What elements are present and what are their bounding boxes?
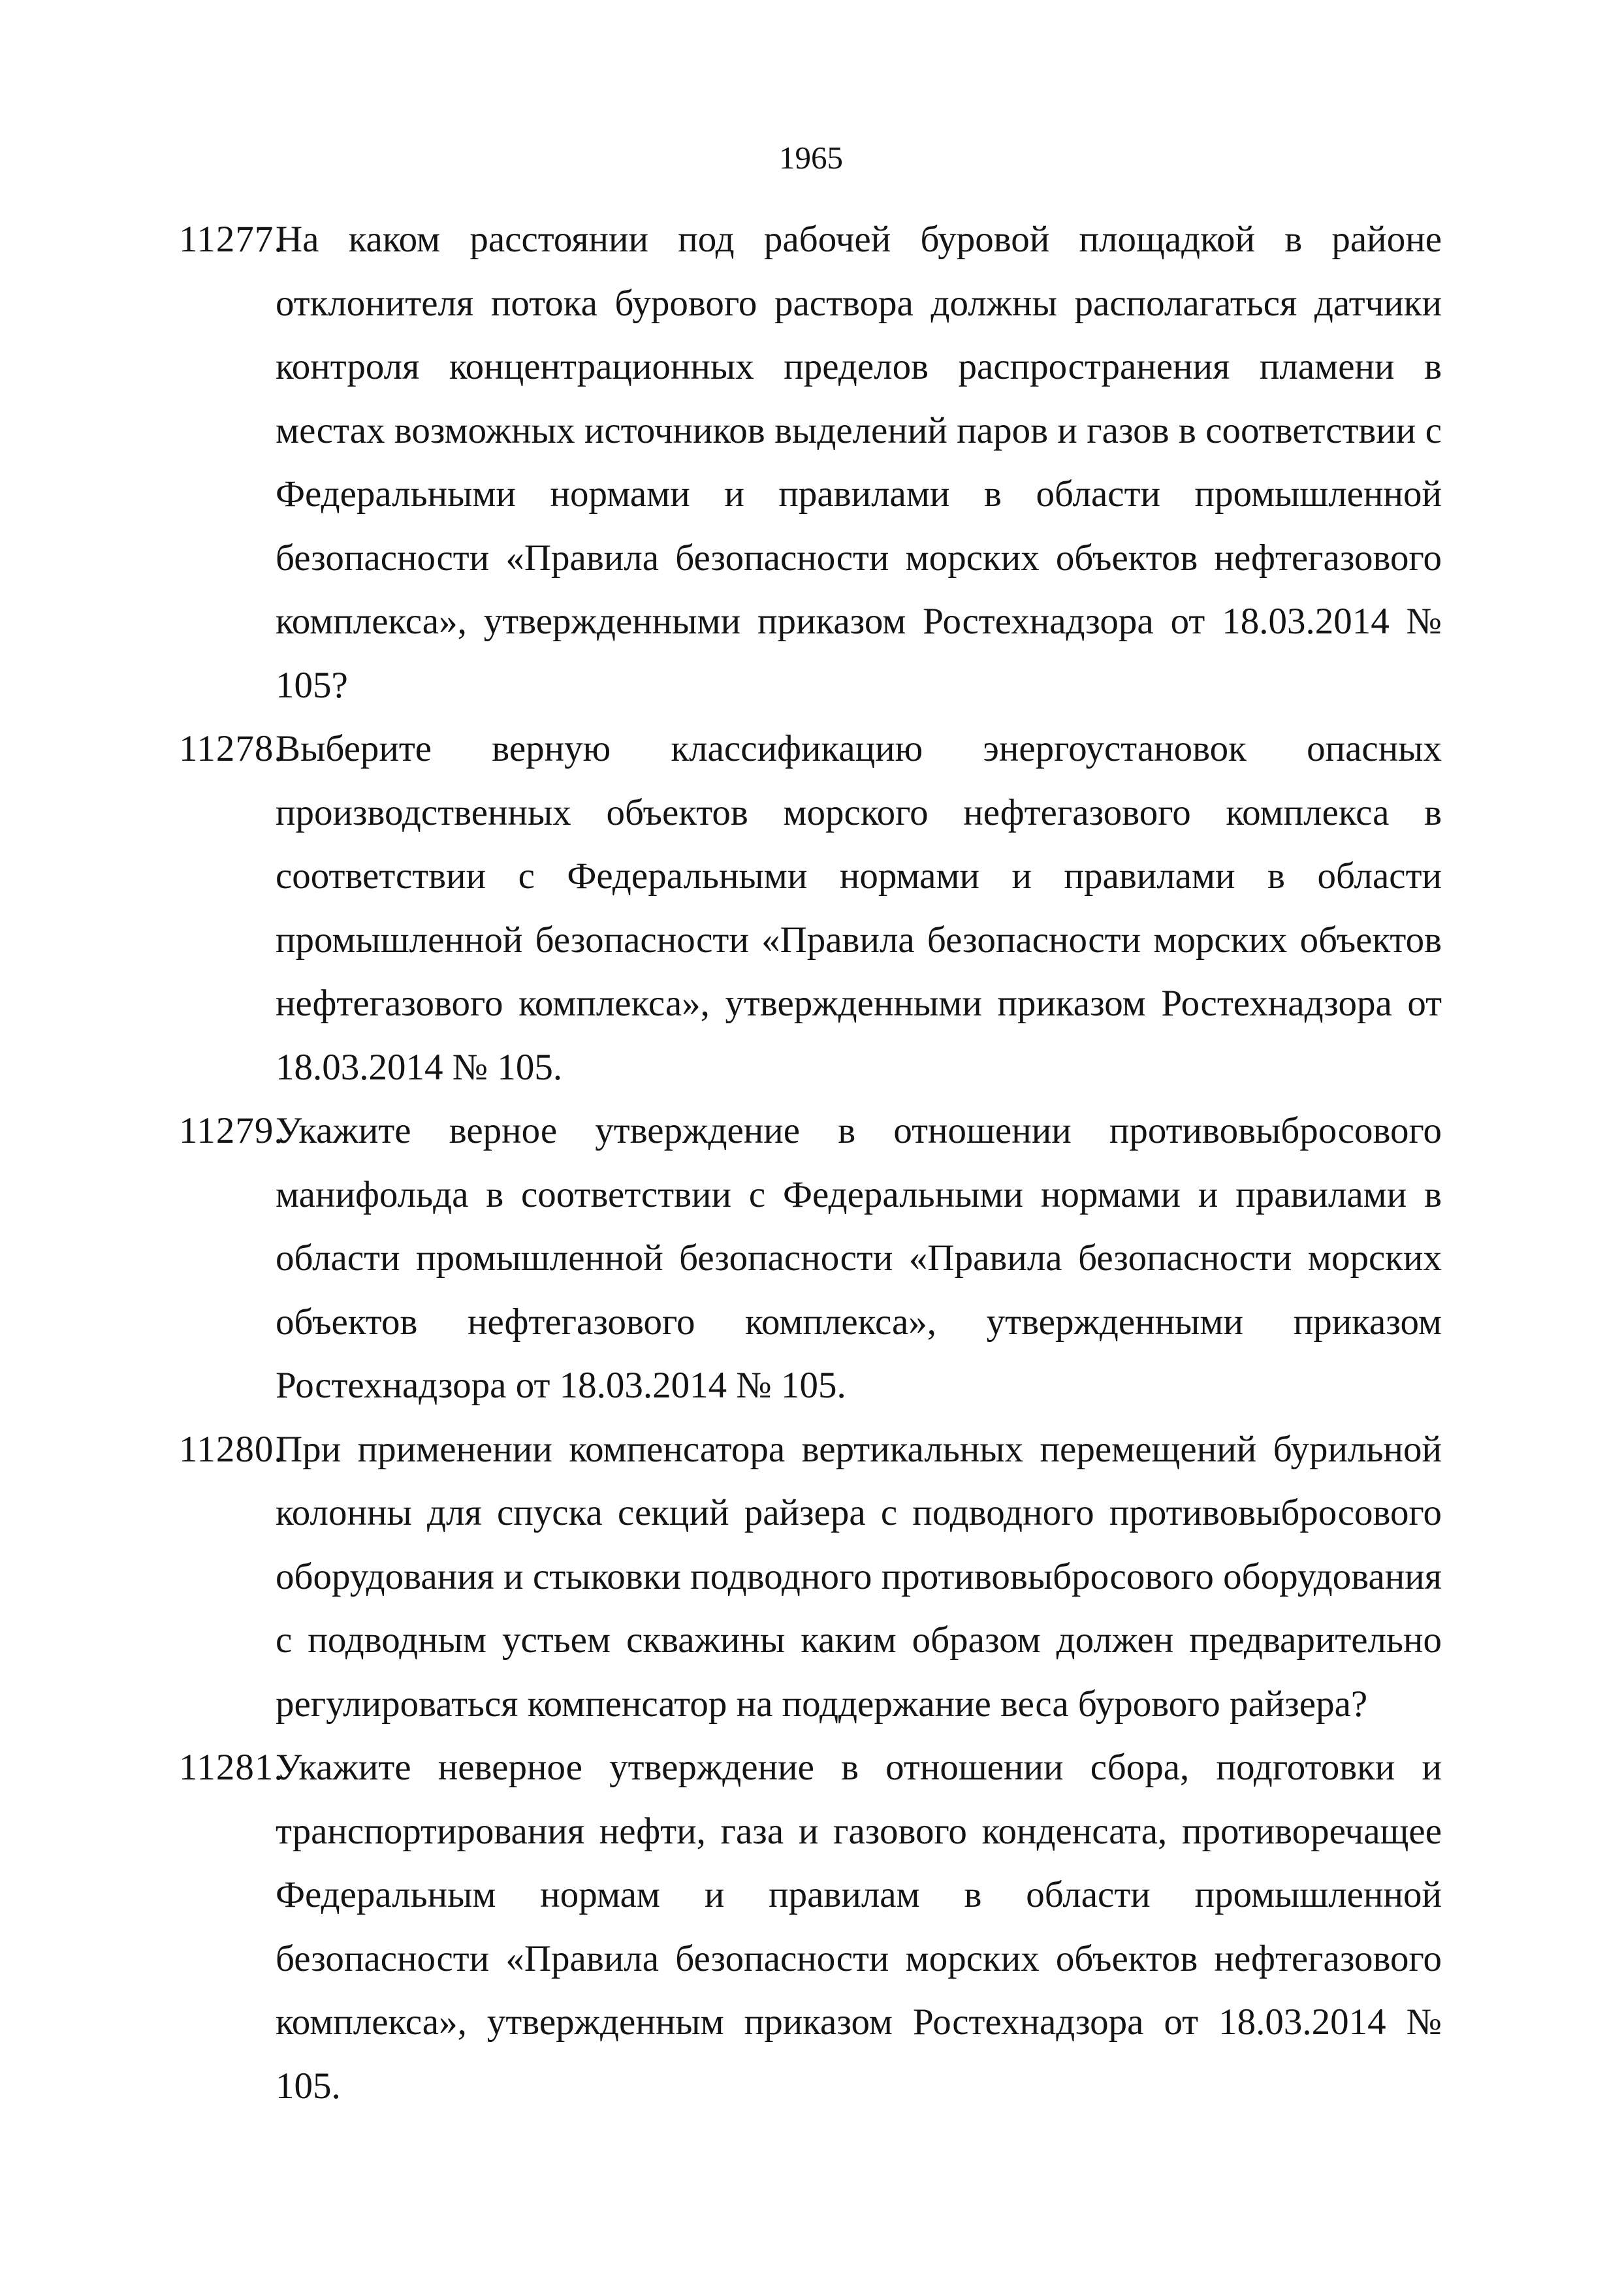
question-list xyxy=(179,208,1442,2118)
page-number: 1965 xyxy=(779,140,843,176)
question-11278 xyxy=(179,717,1442,1099)
question-text: Выберите верную классификацию энергоустановок опасных производственных объектов морского нефтегазового комплекса в соответствии с Федеральными нормами и правилами в области промышленной безопасности «Правила безопасности морских объектов нефтегазового комплекса», утвержденными приказом Ростехнадзора от 18.03.2014 № 105. xyxy=(276,728,1442,1088)
question-number: 11281. xyxy=(179,1747,284,1788)
question-number: 11278. xyxy=(179,728,284,769)
question-number: 11280. xyxy=(179,1428,284,1470)
question-text: На каком расстоянии под рабочей буровой площадкой в районе отклонителя потока бурового раствора должны располагаться датчики контроля концентрационных пределов распространения пламени в местах возможных источников выделений паров и газов в соответствии с Федеральными нормами и правилами в области промышленной безопасности «Правила безопасности морских объектов нефтегазового комплекса», утвержденными приказом Ростехнадзора от 18.03.2014 № 105? xyxy=(276,219,1442,706)
question-text: Укажите неверное утверждение в отношении сбора, подготовки и транспортирования нефти, газа и газового конденсата, противоречащее Федеральным нормам и правилам в области промышленной безопасности «Правила безопасности морских объектов нефтегазового комплекса», утвержденным приказом Ростехнадзора от 18.03.2014 № 105. xyxy=(276,1747,1442,2107)
question-text: Укажите верное утверждение в отношении противовыбросового манифольда в соответствии с Федеральными нормами и правилами в области промышленной безопасности «Правила безопасности морских объектов нефтегазового комплекса», утвержденными приказом Ростехнадзора от 18.03.2014 № 105. xyxy=(276,1110,1442,1406)
question-11279 xyxy=(179,1099,1442,1418)
question-11277 xyxy=(179,208,1442,717)
question-11280 xyxy=(179,1418,1442,1736)
question-11281 xyxy=(179,1736,1442,2118)
question-text: При применении компенсатора вертикальных перемещений бурильной колонны для спуска секций райзера с подводного противовыбросового оборудования и стыковки подводного противовыбросового оборудования с подводным устьем скважины каким образом должен предварительно регулироваться компенсатор на поддержание веса бурового райзера? xyxy=(276,1428,1442,1725)
question-number: 11279. xyxy=(179,1110,284,1151)
question-number: 11277. xyxy=(179,219,284,260)
